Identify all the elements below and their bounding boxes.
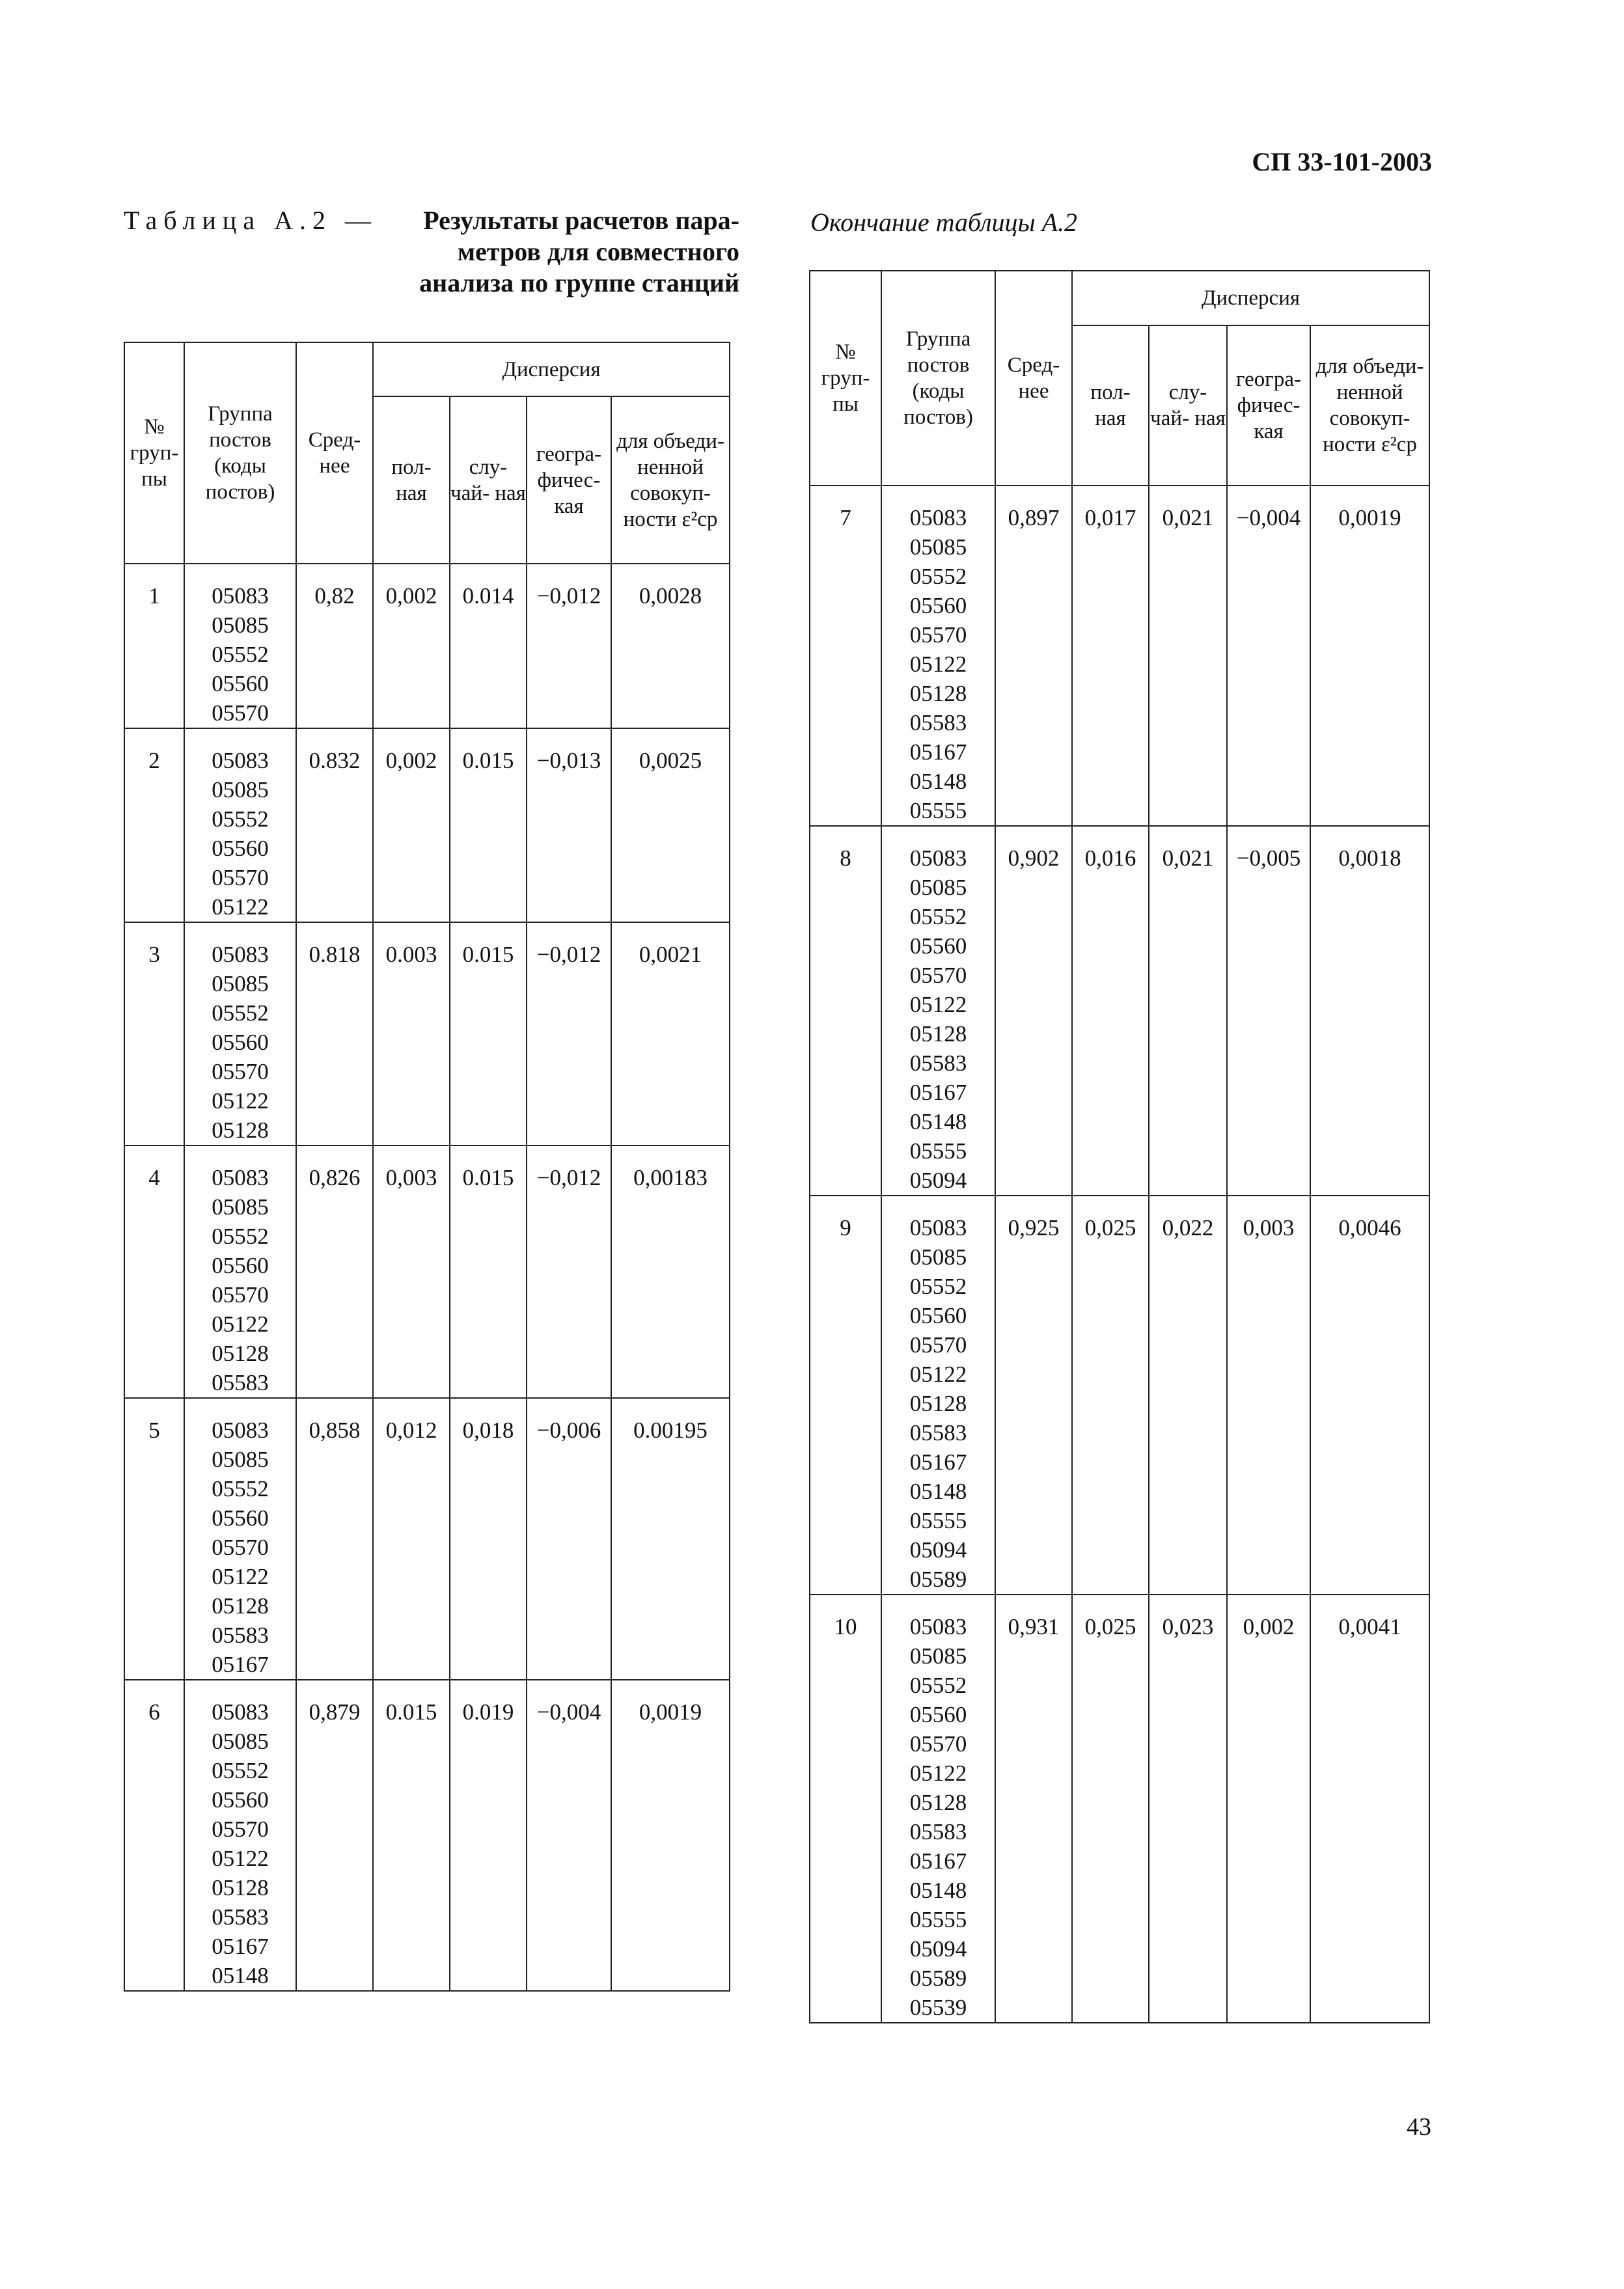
table-row xyxy=(124,1680,730,1991)
table-label: Таблица А.2 — xyxy=(124,206,378,235)
post-code: 05552 xyxy=(909,1673,967,1698)
post-code: 05085 xyxy=(212,1447,269,1472)
post-code: 05122 xyxy=(212,1564,269,1589)
header-combined: для объеди- ненной совокуп- ности ε²ср xyxy=(1310,325,1429,486)
header-group-posts: Группа постов (коды постов) xyxy=(184,342,296,564)
table-title-line: анализа по группе станций xyxy=(419,268,739,297)
post-code: 05128 xyxy=(212,1875,269,1900)
post-code: 05570 xyxy=(212,1535,269,1560)
post-codes-list xyxy=(882,1612,995,2022)
mean-cell: 0,897 xyxy=(995,486,1072,826)
header-full: пол- ная xyxy=(373,396,450,564)
post-code: 05570 xyxy=(909,1731,967,1757)
post-code: 05122 xyxy=(212,1311,269,1337)
post-code: 05085 xyxy=(212,612,269,638)
post-code: 05589 xyxy=(909,1567,967,1592)
post-code: 05570 xyxy=(212,1816,269,1842)
post-code: 05583 xyxy=(212,1904,269,1930)
group-no-cell: 8 xyxy=(810,826,881,1196)
full-dispersion-cell: 0,002 xyxy=(373,728,450,922)
group-codes-cell xyxy=(184,728,296,922)
post-code: 05552 xyxy=(909,904,967,929)
random-dispersion-cell: 0.015 xyxy=(450,922,527,1145)
header-geo: геогра- фичес- кая xyxy=(1227,325,1310,486)
header-geo: геогра- фичес- кая xyxy=(527,396,611,564)
post-code: 05122 xyxy=(909,992,967,1017)
full-dispersion-cell: 0,017 xyxy=(1072,486,1149,826)
post-code: 05570 xyxy=(212,1059,269,1084)
post-code: 05094 xyxy=(909,1936,967,1962)
combined-dispersion-cell: 0,0019 xyxy=(1310,486,1429,826)
mean-cell: 0.832 xyxy=(296,728,373,922)
group-codes-cell xyxy=(881,826,995,1196)
post-codes-list xyxy=(882,843,995,1195)
table-title xyxy=(383,205,739,299)
header-random: слу- чай- ная xyxy=(450,396,527,564)
mean-cell: 0,902 xyxy=(995,826,1072,1196)
combined-dispersion-cell: 0,0028 xyxy=(611,564,730,728)
combined-dispersion-cell: 0.00195 xyxy=(611,1398,730,1680)
table-body xyxy=(810,486,1429,2023)
group-no-cell: 7 xyxy=(810,486,881,826)
group-no-cell: 5 xyxy=(124,1398,184,1680)
post-code: 05128 xyxy=(909,1021,967,1047)
post-code: 05083 xyxy=(212,1699,269,1725)
post-code: 05552 xyxy=(212,1476,269,1501)
post-code: 05583 xyxy=(909,1420,967,1446)
group-no-cell: 10 xyxy=(810,1595,881,2023)
post-code: 05148 xyxy=(909,1109,967,1134)
post-code: 05148 xyxy=(212,1963,269,1988)
post-code: 05583 xyxy=(909,1050,967,1076)
full-dispersion-cell: 0,025 xyxy=(1072,1595,1149,2023)
group-no-cell: 3 xyxy=(124,922,184,1145)
geo-dispersion-cell: −0,005 xyxy=(1227,826,1310,1196)
geo-dispersion-cell: −0,012 xyxy=(527,564,611,728)
full-dispersion-cell: 0.015 xyxy=(373,1680,450,1991)
geo-dispersion-cell: −0,006 xyxy=(527,1398,611,1680)
post-code: 05552 xyxy=(212,1758,269,1783)
post-code: 05555 xyxy=(909,1907,967,1932)
post-code: 05560 xyxy=(212,1253,269,1278)
group-codes-cell xyxy=(184,1680,296,1991)
full-dispersion-cell: 0,002 xyxy=(373,564,450,728)
table-title-line: Результаты расчетов пара- xyxy=(423,206,739,235)
post-code: 05583 xyxy=(212,1623,269,1648)
post-code: 05083 xyxy=(909,505,967,530)
post-code: 05085 xyxy=(909,875,967,900)
post-codes-list xyxy=(185,581,296,728)
post-code: 05083 xyxy=(212,942,269,967)
post-code: 05570 xyxy=(909,622,967,648)
table-row xyxy=(124,728,730,922)
post-code: 05094 xyxy=(909,1537,967,1563)
post-code: 05552 xyxy=(212,806,269,832)
combined-dispersion-cell: 0,0041 xyxy=(1310,1595,1429,2023)
table-row xyxy=(124,1398,730,1680)
geo-dispersion-cell: −0,004 xyxy=(1227,486,1310,826)
post-code: 05539 xyxy=(909,1995,967,2020)
combined-dispersion-cell: 0,0025 xyxy=(611,728,730,922)
post-code: 05128 xyxy=(212,1117,269,1143)
table-row xyxy=(124,1145,730,1398)
mean-cell: 0,858 xyxy=(296,1398,373,1680)
post-code: 05128 xyxy=(909,1790,967,1815)
post-code: 05083 xyxy=(212,1165,269,1190)
mean-cell: 0.818 xyxy=(296,922,373,1145)
post-code: 05560 xyxy=(909,933,967,959)
header-group-posts: Группа постов (коды постов) xyxy=(881,271,995,486)
header-mean: Сред- нее xyxy=(296,342,373,564)
table-row xyxy=(810,826,1429,1196)
table-row xyxy=(810,1595,1429,2023)
full-dispersion-cell: 0,012 xyxy=(373,1398,450,1680)
full-dispersion-cell: 0,025 xyxy=(1072,1196,1149,1595)
document-code: СП 33-101-2003 xyxy=(1252,147,1432,176)
post-code: 05555 xyxy=(909,1138,967,1164)
post-codes-list xyxy=(185,940,296,1145)
geo-dispersion-cell: −0,012 xyxy=(527,1145,611,1398)
group-codes-cell xyxy=(184,1398,296,1680)
group-codes-cell xyxy=(881,1196,995,1595)
post-code: 05570 xyxy=(212,700,269,726)
post-code: 05167 xyxy=(212,1652,269,1677)
post-code: 05122 xyxy=(909,651,967,677)
post-code: 05570 xyxy=(909,1332,967,1358)
post-code: 05085 xyxy=(212,777,269,802)
group-no-cell: 6 xyxy=(124,1680,184,1991)
post-code: 05570 xyxy=(212,1282,269,1308)
results-table-left xyxy=(124,342,730,1992)
post-codes-list xyxy=(185,1416,296,1679)
post-code: 05148 xyxy=(909,1878,967,1903)
post-codes-list xyxy=(185,1697,296,1990)
geo-dispersion-cell: −0,012 xyxy=(527,922,611,1145)
geo-dispersion-cell: 0,002 xyxy=(1227,1595,1310,2023)
post-code: 05085 xyxy=(212,971,269,996)
post-code: 05083 xyxy=(212,1418,269,1443)
post-code: 05085 xyxy=(909,1643,967,1669)
post-code: 05122 xyxy=(909,1362,967,1387)
post-code: 05583 xyxy=(212,1370,269,1395)
post-code: 05555 xyxy=(909,1508,967,1533)
random-dispersion-cell: 0,021 xyxy=(1149,826,1227,1196)
post-code: 05552 xyxy=(212,642,269,667)
random-dispersion-cell: 0,018 xyxy=(450,1398,527,1680)
post-code: 05552 xyxy=(212,1224,269,1249)
post-code: 05122 xyxy=(212,1846,269,1871)
post-code: 05122 xyxy=(909,1761,967,1786)
post-codes-list xyxy=(185,1163,296,1397)
post-codes-list xyxy=(882,1213,995,1594)
post-codes-list xyxy=(882,503,995,825)
table-caption xyxy=(124,205,739,297)
table-row xyxy=(810,486,1429,826)
table-row xyxy=(810,1196,1429,1595)
full-dispersion-cell: 0,016 xyxy=(1072,826,1149,1196)
post-code: 05085 xyxy=(909,1244,967,1270)
random-dispersion-cell: 0,021 xyxy=(1149,486,1227,826)
group-no-cell: 1 xyxy=(124,564,184,728)
full-dispersion-cell: 0.003 xyxy=(373,922,450,1145)
post-code: 05589 xyxy=(909,1966,967,1991)
header-dispersion: Дисперсия xyxy=(373,342,730,396)
header-group-no: № груп- пы xyxy=(124,342,184,564)
table-row xyxy=(124,564,730,728)
combined-dispersion-cell: 0,00183 xyxy=(611,1145,730,1398)
post-code: 05552 xyxy=(212,1000,269,1026)
post-code: 05167 xyxy=(909,1449,967,1475)
random-dispersion-cell: 0.015 xyxy=(450,728,527,922)
geo-dispersion-cell: 0,003 xyxy=(1227,1196,1310,1595)
post-code: 05560 xyxy=(212,671,269,696)
post-code: 05583 xyxy=(909,710,967,735)
post-code: 05128 xyxy=(909,681,967,706)
geo-dispersion-cell: −0,013 xyxy=(527,728,611,922)
table-title-line: метров для совместного xyxy=(457,237,739,266)
post-code: 05148 xyxy=(909,769,967,794)
table-row xyxy=(124,922,730,1145)
mean-cell: 0,925 xyxy=(995,1196,1072,1595)
mean-cell: 0,879 xyxy=(296,1680,373,1991)
results-table-right xyxy=(809,270,1430,2023)
mean-cell: 0,82 xyxy=(296,564,373,728)
header-combined: для объеди- ненной совокуп- ности ε²ср xyxy=(611,396,730,564)
post-code: 05167 xyxy=(909,1848,967,1874)
post-code: 05583 xyxy=(909,1819,967,1844)
random-dispersion-cell: 0.019 xyxy=(450,1680,527,1991)
table-continuation-caption: Окончание таблицы А.2 xyxy=(810,208,1078,237)
group-codes-cell xyxy=(881,1595,995,2023)
post-code: 05148 xyxy=(909,1479,967,1504)
combined-dispersion-cell: 0,0018 xyxy=(1310,826,1429,1196)
post-code: 05083 xyxy=(909,1614,967,1639)
random-dispersion-cell: 0,022 xyxy=(1149,1196,1227,1595)
post-code: 05085 xyxy=(212,1194,269,1220)
group-codes-cell xyxy=(881,486,995,826)
post-code: 05560 xyxy=(909,1702,967,1727)
post-code: 05167 xyxy=(212,1934,269,1959)
full-dispersion-cell: 0,003 xyxy=(373,1145,450,1398)
post-code: 05128 xyxy=(212,1341,269,1366)
post-code: 05570 xyxy=(909,963,967,988)
random-dispersion-cell: 0,023 xyxy=(1149,1595,1227,2023)
table-body xyxy=(124,564,730,1991)
post-code: 05083 xyxy=(212,748,269,773)
post-code: 05167 xyxy=(909,1080,967,1105)
post-code: 05122 xyxy=(212,894,269,920)
combined-dispersion-cell: 0,0021 xyxy=(611,922,730,1145)
header-full: пол- ная xyxy=(1072,325,1149,486)
group-codes-cell xyxy=(184,922,296,1145)
combined-dispersion-cell: 0,0046 xyxy=(1310,1196,1429,1595)
random-dispersion-cell: 0.014 xyxy=(450,564,527,728)
post-code: 05085 xyxy=(212,1729,269,1754)
group-codes-cell xyxy=(184,1145,296,1398)
post-code: 05085 xyxy=(909,534,967,560)
group-no-cell: 9 xyxy=(810,1196,881,1595)
post-code: 05560 xyxy=(212,1787,269,1813)
post-code: 05128 xyxy=(909,1391,967,1416)
header-random: слу- чай- ная xyxy=(1149,325,1227,486)
page-number: 43 xyxy=(1407,2113,1431,2141)
post-code: 05560 xyxy=(212,1505,269,1531)
post-code: 05167 xyxy=(909,739,967,765)
post-code: 05560 xyxy=(212,836,269,861)
random-dispersion-cell: 0.015 xyxy=(450,1145,527,1398)
group-codes-cell xyxy=(184,564,296,728)
post-code: 05560 xyxy=(212,1030,269,1055)
post-code: 05552 xyxy=(909,1274,967,1299)
post-code: 05570 xyxy=(212,865,269,890)
post-codes-list xyxy=(185,746,296,922)
post-code: 05555 xyxy=(909,798,967,823)
post-code: 05083 xyxy=(909,1215,967,1240)
post-code: 05083 xyxy=(212,583,269,609)
header-dispersion: Дисперсия xyxy=(1072,271,1429,325)
post-code: 05128 xyxy=(212,1593,269,1619)
post-code: 05083 xyxy=(909,845,967,871)
post-code: 05122 xyxy=(212,1088,269,1114)
post-code: 05552 xyxy=(909,564,967,589)
group-no-cell: 4 xyxy=(124,1145,184,1398)
combined-dispersion-cell: 0,0019 xyxy=(611,1680,730,1991)
geo-dispersion-cell: −0,004 xyxy=(527,1680,611,1991)
group-no-cell: 2 xyxy=(124,728,184,922)
mean-cell: 0,826 xyxy=(296,1145,373,1398)
header-group-no: № груп- пы xyxy=(810,271,881,486)
post-code: 05094 xyxy=(909,1168,967,1193)
post-code: 05560 xyxy=(909,1303,967,1328)
post-code: 05560 xyxy=(909,593,967,618)
header-mean: Сред- нее xyxy=(995,271,1072,486)
mean-cell: 0,931 xyxy=(995,1595,1072,2023)
